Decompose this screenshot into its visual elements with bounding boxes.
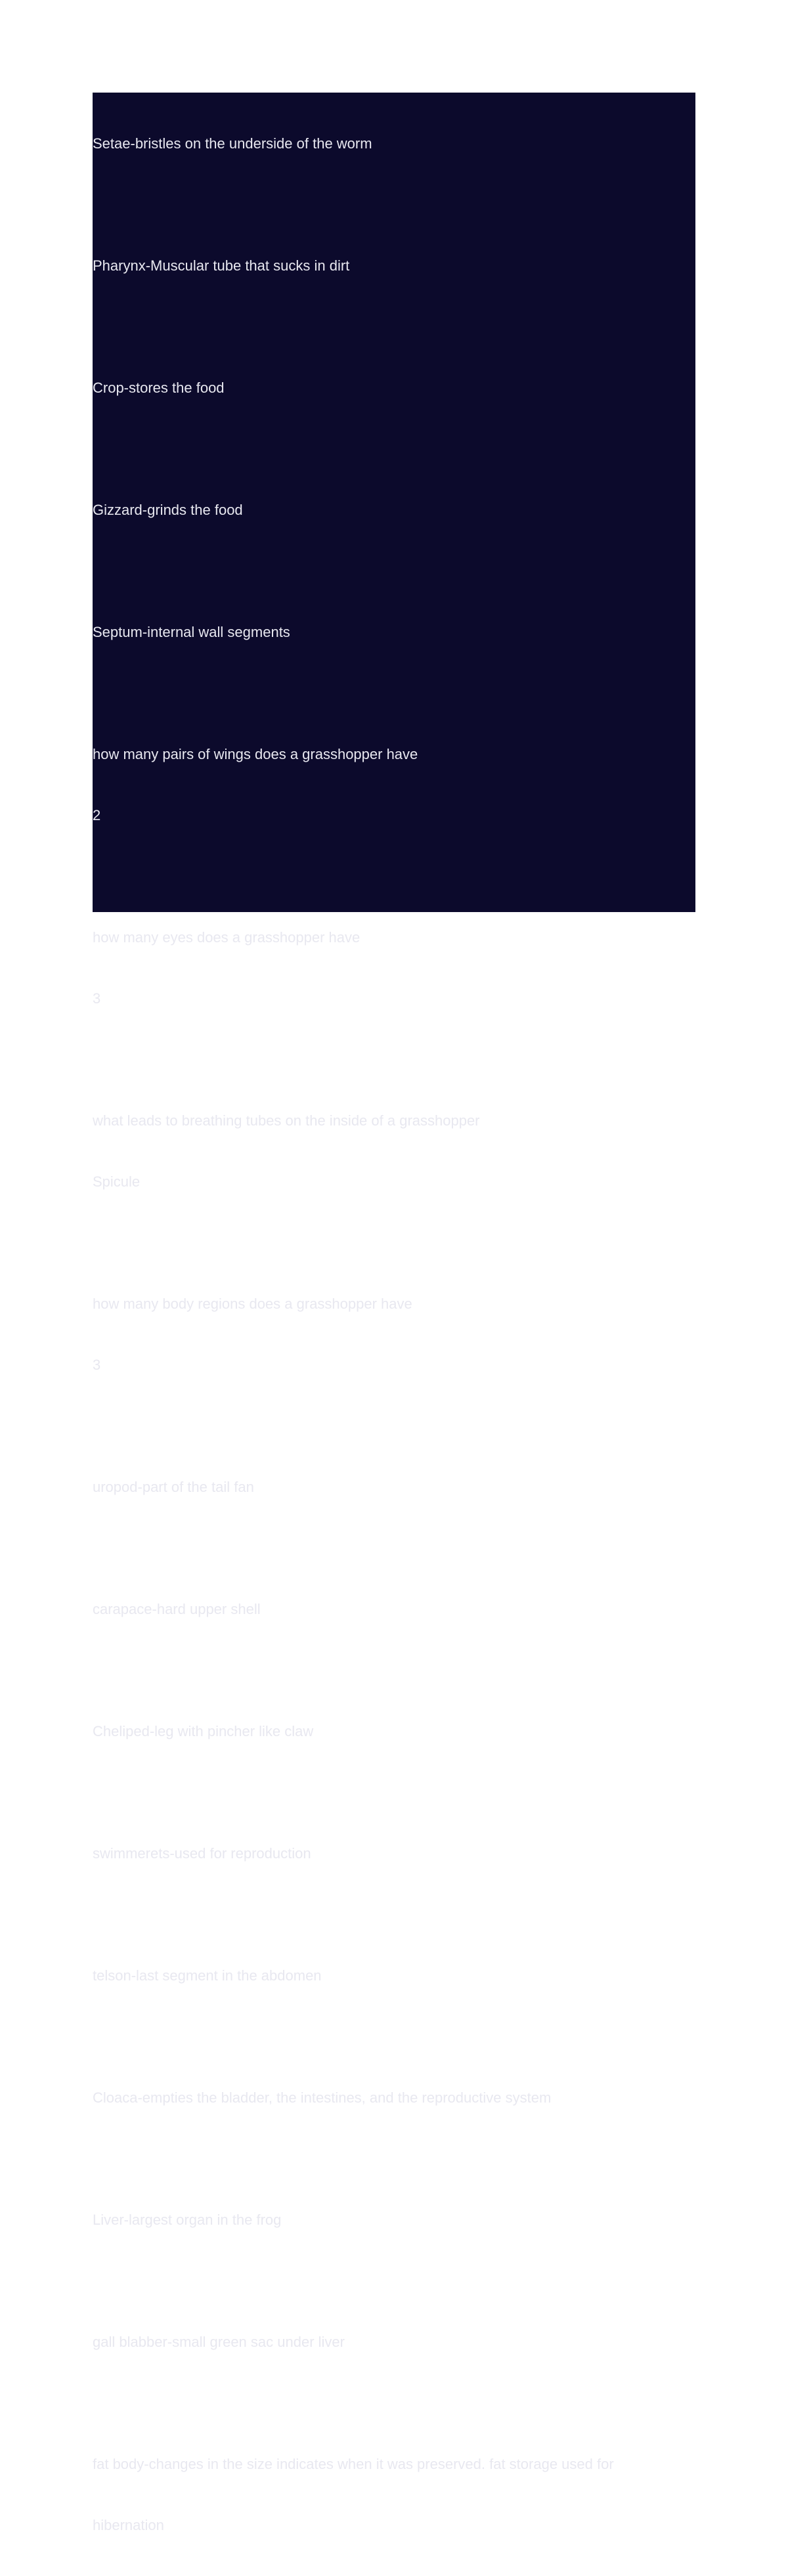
entry-line: Cheliped-leg with pincher like claw — [93, 1723, 314, 1739]
entry-line: Setae-bristles on the underside of the worm — [93, 135, 372, 152]
entry-line: Cloaca-empties the bladder, the intestines, and the reproductive system — [93, 2089, 552, 2106]
entry-question: how many eyes does a grasshopper have — [93, 929, 361, 946]
entry-line: carapace-hard upper shell — [93, 1601, 261, 1617]
entry — [93, 337, 695, 439]
entry-line: Crop-stores the food — [93, 380, 225, 396]
entry — [93, 1925, 695, 2026]
entry-line: gall blabber-small green sac under liver — [93, 2334, 345, 2350]
entry-answer: 2 — [93, 807, 101, 823]
entry-question: how many pairs of wings does a grasshopper have — [93, 746, 418, 762]
entry-line: Pharynx-Muscular tube that sucks in dirt — [93, 257, 350, 274]
entry-line: Gizzard-grinds the food — [93, 502, 243, 518]
entry — [93, 703, 695, 866]
entry-answer: 3 — [93, 990, 101, 1007]
entry-line-continued: hibernation — [93, 2517, 164, 2533]
entry — [93, 1558, 695, 1660]
entry-question: how many body regions does a grasshopper have — [93, 1296, 412, 1312]
entry-list — [93, 93, 695, 2576]
entry — [93, 1436, 695, 1538]
entry — [93, 2413, 695, 2576]
entry — [93, 1253, 695, 1416]
entry-line: telson-last segment in the abdomen — [93, 1967, 322, 1984]
entry — [93, 1070, 695, 1233]
entry-question: what leads to breathing tubes on the inside of a grasshopper — [93, 1112, 480, 1129]
entry — [93, 215, 695, 317]
entry-answer: 3 — [93, 1357, 101, 1373]
entry — [93, 1680, 695, 1782]
entry — [93, 2169, 695, 2271]
document-page — [93, 93, 695, 2533]
entry-answer: Spicule — [93, 1173, 141, 1190]
entry — [93, 2291, 695, 2393]
entry-line: swimmerets-used for reproduction — [93, 1845, 311, 1862]
entry-line: uropod-part of the tail fan — [93, 1479, 254, 1495]
entry-line: fat body-changes in the size indicates when it was preserved. fat storage used for — [93, 2456, 614, 2472]
entry-line: Liver-largest organ in the frog — [93, 2212, 282, 2228]
entry — [93, 886, 695, 1049]
entry-line: Septum-internal wall segments — [93, 624, 290, 640]
entry — [93, 93, 695, 194]
entry — [93, 581, 695, 683]
entry — [93, 1802, 695, 1904]
entry — [93, 2047, 695, 2149]
entry — [93, 459, 695, 561]
